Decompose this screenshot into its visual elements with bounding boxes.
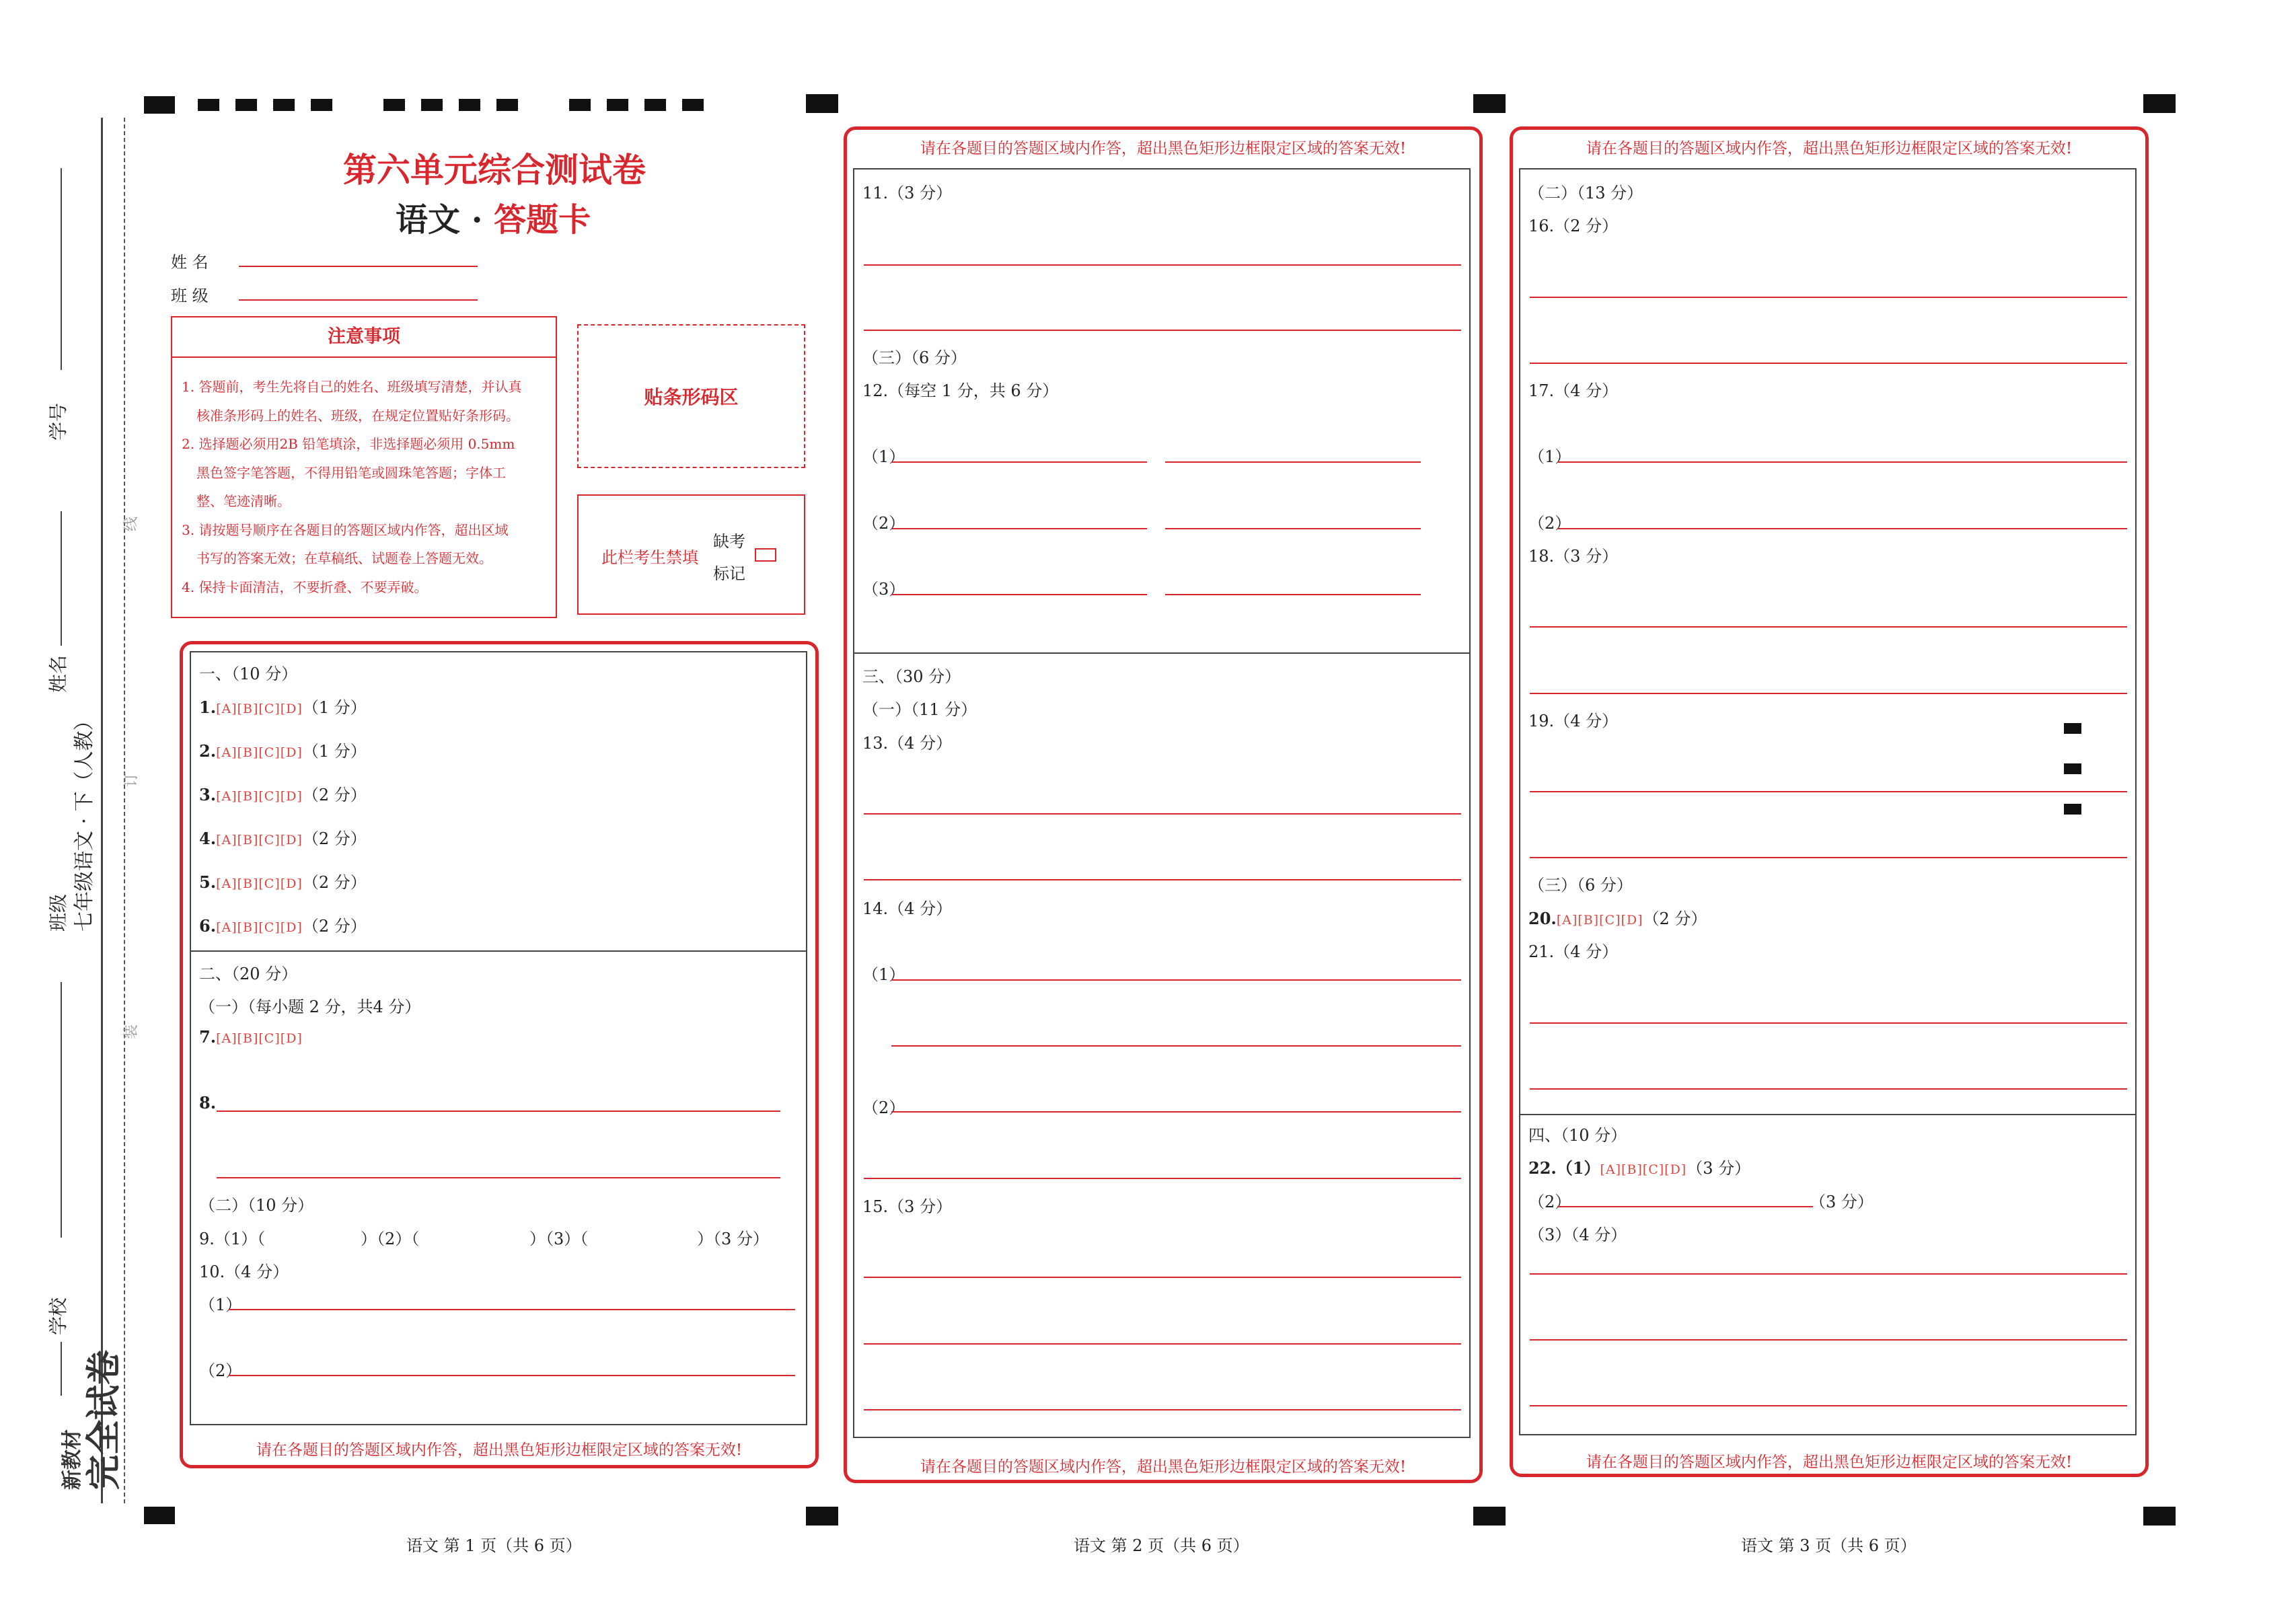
- timing-dash: [421, 99, 443, 111]
- answer-line[interactable]: [864, 1178, 1461, 1179]
- notice-heading: 注意事项: [172, 317, 556, 358]
- cut-mark-ding: 订: [123, 771, 140, 787]
- answer-line[interactable]: [891, 1111, 1461, 1113]
- part-2: （2）: [862, 1098, 905, 1117]
- banji-line: [61, 982, 62, 1238]
- absent-checkbox[interactable]: [755, 548, 776, 562]
- timing-mark: [1473, 1507, 1506, 1526]
- page-footer-3: 语文 第 3 页（共 6 页）: [1741, 1536, 1917, 1555]
- xuexiao-label: 学校: [47, 1297, 69, 1335]
- timing-dash: [311, 99, 332, 111]
- xuexiao-line: [61, 1342, 62, 1396]
- question-9-3: ）（3）（: [529, 1230, 589, 1248]
- options[interactable]: [A][B][C][D]: [216, 1031, 303, 1046]
- answer-line[interactable]: [1165, 461, 1421, 463]
- question-13: 13.（4 分）: [862, 734, 953, 753]
- timing-mark: [144, 1507, 175, 1524]
- question-8: 8.: [199, 1093, 217, 1113]
- question-number: 6.: [199, 916, 217, 936]
- timing-dash: [383, 99, 405, 111]
- score: （1 分）: [302, 742, 367, 761]
- subsection-heading: （二）（10 分）: [199, 1196, 314, 1215]
- page-title: 第六单元综合测试卷: [343, 150, 646, 190]
- answer-line[interactable]: [1530, 1339, 2127, 1341]
- question-15: 15.（3 分）: [862, 1197, 953, 1216]
- answer-line[interactable]: [1530, 791, 2127, 792]
- answer-line[interactable]: [891, 528, 1147, 529]
- answer-line[interactable]: [217, 1177, 780, 1178]
- part-2: （2）: [199, 1361, 242, 1380]
- question-number: 20.: [1528, 909, 1557, 928]
- answer-line[interactable]: [1530, 693, 2127, 694]
- question-9-1: 9.（1）（: [199, 1230, 266, 1248]
- notice-box: [171, 316, 557, 618]
- xingming-line: [61, 511, 62, 646]
- answer-line[interactable]: [1530, 363, 2127, 364]
- timing-dash: [569, 99, 591, 111]
- answer-line[interactable]: [229, 1309, 795, 1310]
- answer-line[interactable]: [1530, 1022, 2127, 1024]
- question-16: 16.（2 分）: [1528, 217, 1619, 235]
- answer-line[interactable]: [864, 813, 1461, 815]
- answer-line[interactable]: [864, 879, 1461, 880]
- page-footer-2: 语文 第 2 页（共 6 页）: [1074, 1536, 1249, 1555]
- question-number: 1.: [199, 698, 217, 717]
- question-number: 4.: [199, 829, 217, 848]
- binding-line: [101, 118, 103, 1503]
- part-2: （2）: [1528, 514, 1571, 533]
- subsection-heading: （二）（13 分）: [1528, 184, 1643, 202]
- timing-dash: [682, 99, 704, 111]
- answer-line[interactable]: [891, 979, 1461, 981]
- answer-line[interactable]: [1165, 594, 1421, 595]
- warning-col1: 请在各题目的答题区域内作答，超出黑色矩形边框限定区域的答案无效!: [256, 1441, 743, 1459]
- question-17: 17.（4 分）: [1528, 381, 1619, 400]
- section-4-heading: 四、（10 分）: [1528, 1126, 1627, 1145]
- part-1: （1）: [862, 447, 905, 466]
- answer-line[interactable]: [229, 1375, 795, 1376]
- answer-line[interactable]: [1530, 626, 2127, 628]
- subsection-heading: （一）（每小题 2 分，共4 分）: [199, 997, 421, 1016]
- score: （1 分）: [302, 698, 367, 717]
- score: （2 分）: [302, 917, 367, 936]
- brand-small: 新教材: [61, 1429, 84, 1490]
- notice-item: 核准条形码上的姓名、班级，在规定位置贴好条形码。: [196, 407, 519, 424]
- subtitle-red: 答题卡: [494, 201, 591, 239]
- question-10: 10.（4 分）: [199, 1263, 289, 1281]
- question-number: 2.: [199, 741, 217, 761]
- subtitle-prefix: 语文 ·: [396, 201, 494, 239]
- section-2-heading: 二、（20 分）: [199, 965, 298, 983]
- mc-question-3[interactable]: [199, 782, 367, 805]
- timing-mark: [806, 94, 838, 113]
- answer-line[interactable]: [891, 461, 1147, 463]
- notice-item: 3. 请按题号顺序在各题目的答题区域内作答，超出区域: [182, 521, 509, 538]
- timing-mark: [2143, 94, 2176, 113]
- answer-line[interactable]: [1530, 1405, 2127, 1406]
- mc-question-2[interactable]: [199, 738, 367, 761]
- question-number: 5.: [199, 872, 217, 892]
- answer-line[interactable]: [891, 594, 1147, 595]
- timing-dash: [607, 99, 628, 111]
- options[interactable]: [A][B][C][D]: [216, 745, 303, 760]
- notice-item: 书写的答案无效；在草稿纸、试题卷上答题无效。: [196, 550, 492, 566]
- absent-label: 此栏考生禁填: [601, 548, 698, 567]
- answer-line[interactable]: [891, 1045, 1461, 1047]
- question-number: 3.: [199, 785, 217, 804]
- question-9-score: ）（3 分）: [697, 1230, 769, 1248]
- part-3: （3）: [862, 580, 905, 599]
- section-divider: [1520, 1114, 2135, 1115]
- answer-line[interactable]: [864, 1343, 1461, 1345]
- banji-label: 班级: [47, 893, 69, 932]
- answer-line[interactable]: [1530, 1273, 2127, 1275]
- mc-question-6[interactable]: [199, 913, 367, 936]
- section-1-heading: 一、（10 分）: [199, 665, 298, 683]
- barcode-label: 贴条形码区: [644, 386, 739, 408]
- class-label: 班 级: [171, 287, 209, 305]
- answer-line[interactable]: [1530, 1088, 2127, 1090]
- question-11: 11.（3 分）: [862, 184, 953, 202]
- options[interactable]: [A][B][C][D]: [216, 833, 303, 848]
- options[interactable]: [A][B][C][D]: [1556, 913, 1643, 928]
- xuehao-line: [61, 168, 62, 370]
- question-21: 21.（4 分）: [1528, 942, 1619, 961]
- timing-mark: [2064, 723, 2081, 734]
- timing-mark: [2064, 763, 2081, 774]
- answer-line[interactable]: [864, 264, 1461, 266]
- barcode-area: [577, 324, 805, 468]
- absent-mark2: 标记: [713, 564, 745, 583]
- absent-mark1: 缺考: [713, 532, 745, 551]
- timing-mark: [806, 1507, 838, 1526]
- question-22-2-score: （3 分）: [1810, 1193, 1874, 1211]
- page-footer-1: 语文 第 1 页（共 6 页）: [406, 1536, 582, 1555]
- xingming-label: 姓名: [47, 654, 69, 693]
- options[interactable]: [A][B][C][D]: [216, 920, 303, 935]
- section-divider: [191, 950, 806, 952]
- brand-logo: 完全试卷: [84, 1349, 124, 1490]
- notice-item: 1. 答题前，考生先将自己的姓名、班级填写清楚，并认真: [182, 379, 522, 395]
- warning-col2-bottom: 请在各题目的答题区域内作答，超出黑色矩形边框限定区域的答案无效!: [920, 1458, 1407, 1476]
- answer-line[interactable]: [1165, 528, 1421, 529]
- page-subtitle: [396, 194, 591, 240]
- warning-col3-bottom: 请在各题目的答题区域内作答，超出黑色矩形边框限定区域的答案无效!: [1586, 1454, 2073, 1471]
- section-3-heading: 三、（30 分）: [862, 667, 961, 686]
- answer-line[interactable]: [1530, 857, 2127, 858]
- answer-line[interactable]: [864, 1277, 1461, 1278]
- notice-list: [172, 358, 556, 601]
- subsection-heading: （三）（6 分）: [862, 348, 967, 367]
- question-12: 12.（每空 1 分，共 6 分）: [862, 381, 1059, 400]
- question-22-2: （2）: [1528, 1193, 1571, 1211]
- answer-line[interactable]: [1530, 297, 2127, 298]
- warning-col2-top: 请在各题目的答题区域内作答，超出黑色矩形边框限定区域的答案无效!: [920, 140, 1407, 157]
- part-1: （1）: [1528, 447, 1571, 466]
- score: （2 分）: [302, 786, 367, 804]
- timing-mark: [2064, 804, 2081, 815]
- question-18: 18.（3 分）: [1528, 547, 1619, 566]
- mc-question-1[interactable]: [199, 694, 367, 718]
- notice-item: 4. 保持卡面清洁，不要折叠、不要弄破。: [182, 578, 428, 595]
- class-field[interactable]: [239, 299, 478, 301]
- course-label: 七年级语文 · 下（人教）: [73, 710, 96, 932]
- timing-dash: [198, 99, 219, 111]
- section-divider: [854, 652, 1469, 654]
- answer-line[interactable]: [864, 1409, 1461, 1410]
- cut-line: [124, 118, 125, 1503]
- options[interactable]: [A][B][C][D]: [1600, 1162, 1687, 1177]
- answer-line[interactable]: [1557, 461, 2127, 463]
- question-number: 22.（1）: [1528, 1158, 1600, 1178]
- score: （2 分）: [302, 873, 367, 892]
- mc-question-4[interactable]: [199, 825, 367, 849]
- mc-question-7[interactable]: [199, 1027, 303, 1047]
- mc-question-22[interactable]: [1528, 1155, 1750, 1178]
- question-14: 14.（4 分）: [862, 899, 953, 918]
- question-22-3: （3）（4 分）: [1528, 1226, 1627, 1244]
- answer-line[interactable]: [864, 330, 1461, 331]
- answer-line[interactable]: [217, 1110, 780, 1112]
- question-number: 7.: [199, 1027, 217, 1047]
- mc-question-20[interactable]: [1528, 905, 1707, 929]
- xuehao-label: 学号: [47, 402, 69, 441]
- cut-mark-xian: 线: [123, 516, 140, 531]
- timing-mark: [1473, 94, 1506, 113]
- timing-dash: [644, 99, 666, 111]
- name-field[interactable]: [239, 266, 478, 267]
- cut-mark-zhuang: 装: [123, 1024, 140, 1039]
- subsection-heading: （三）（6 分）: [1528, 876, 1633, 895]
- warning-col3-top: 请在各题目的答题区域内作答，超出黑色矩形边框限定区域的答案无效!: [1586, 140, 2073, 157]
- score: （2 分）: [1643, 909, 1707, 928]
- mc-question-5[interactable]: [199, 869, 367, 893]
- notice-item: 整、笔迹清晰。: [196, 493, 291, 509]
- question-9-2: ）（2）（: [361, 1230, 420, 1248]
- timing-dash: [235, 99, 257, 111]
- notice-item: 黑色签字笔答题，不得用铅笔或圆珠笔答题；字体工: [196, 464, 506, 481]
- answer-line[interactable]: [1557, 528, 2127, 529]
- timing-mark: [144, 96, 175, 114]
- timing-mark: [2143, 1507, 2176, 1526]
- score: （3 分）: [1687, 1159, 1751, 1178]
- absent-box: [577, 494, 805, 615]
- options[interactable]: [A][B][C][D]: [216, 702, 303, 716]
- subsection-heading: （一）（11 分）: [862, 700, 977, 719]
- part-2: （2）: [862, 514, 905, 533]
- score: （2 分）: [302, 829, 367, 848]
- timing-dash: [273, 99, 295, 111]
- question-19: 19.（4 分）: [1528, 712, 1619, 730]
- part-1: （1）: [862, 965, 905, 984]
- answer-line[interactable]: [1557, 1206, 1813, 1207]
- timing-dash: [496, 99, 518, 111]
- answer-frame-col3: [1519, 168, 2137, 1435]
- timing-dash: [459, 99, 480, 111]
- options[interactable]: [A][B][C][D]: [216, 789, 303, 804]
- options[interactable]: [A][B][C][D]: [216, 876, 303, 891]
- name-label: 姓 名: [171, 253, 209, 272]
- notice-item: 2. 选择题必须用2B 铅笔填涂，非选择题必须用 0.5mm: [182, 436, 515, 452]
- part-1: （1）: [199, 1295, 242, 1314]
